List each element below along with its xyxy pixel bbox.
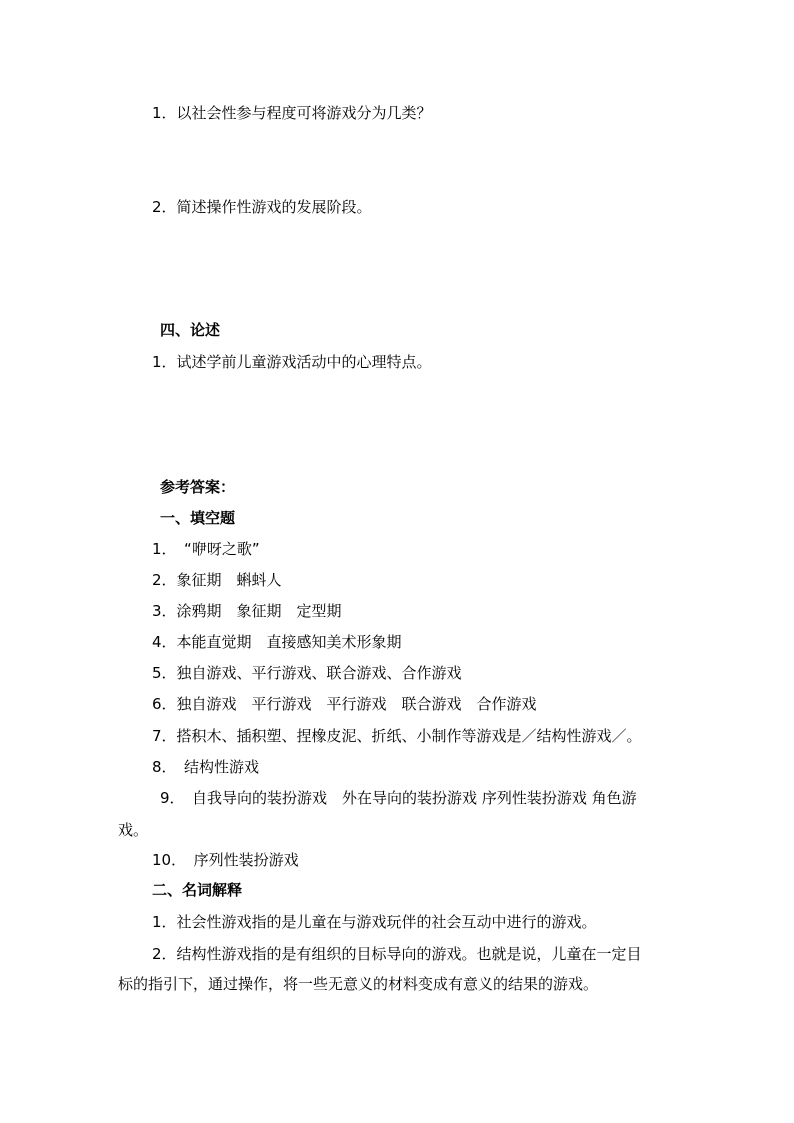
answers-heading: 参考答案： <box>160 478 236 496</box>
term-definition-1: 1．社会性游戏指的是儿童在与游戏玩伴的社会互动中进行的游戏。 <box>152 913 597 931</box>
short-answer-question-2: 2．简述操作性游戏的发展阶段。 <box>152 198 372 216</box>
fill-blank-answer-9: 9． 自我导向的装扮游戏 外在导向的装扮游戏 序列性装扮游戏 角色游 <box>160 789 637 807</box>
fill-blank-answer-3: 3．涂鸦期 象征期 定型期 <box>152 602 342 620</box>
essay-question-1: 1．试述学前儿童游戏活动中的心理特点。 <box>152 353 432 371</box>
fill-blank-answer-5: 5．独自游戏、平行游戏、联合游戏、合作游戏 <box>152 664 462 682</box>
fill-blank-answer-9-continued: 戏。 <box>118 821 149 839</box>
fill-blank-answer-4: 4．本能直觉期 直接感知美术形象期 <box>152 633 402 651</box>
short-answer-question-1: 1．以社会性参与程度可将游戏分为几类？ <box>152 104 432 122</box>
fill-blank-answer-10: 10． 序列性装扮游戏 <box>152 851 299 869</box>
term-definition-2: 2．结构性游戏指的是有组织的目标导向的游戏。也就是说，儿童在一定目 <box>152 945 642 963</box>
fill-blank-answer-1: 1． “咿呀之歌” <box>152 540 260 558</box>
fill-blank-answer-8: 8． 结构性游戏 <box>152 758 260 776</box>
term-definition-2-continued: 标的指引下，通过操作，将一些无意义的材料变成有意义的结果的游戏。 <box>118 975 599 993</box>
fill-blank-answer-2: 2．象征期 蝌蚪人 <box>152 571 282 589</box>
fill-blank-answer-6: 6．独自游戏 平行游戏 平行游戏 联合游戏 合作游戏 <box>152 695 537 713</box>
term-definition-heading: 二、名词解释 <box>152 881 243 899</box>
essay-section-heading: 四、论述 <box>160 321 221 339</box>
fill-blank-heading: 一、填空题 <box>160 509 236 527</box>
fill-blank-answer-7: 7．搭积木、插积塑、捏橡皮泥、折纸、小制作等游戏是／结构性游戏／。 <box>152 727 642 745</box>
